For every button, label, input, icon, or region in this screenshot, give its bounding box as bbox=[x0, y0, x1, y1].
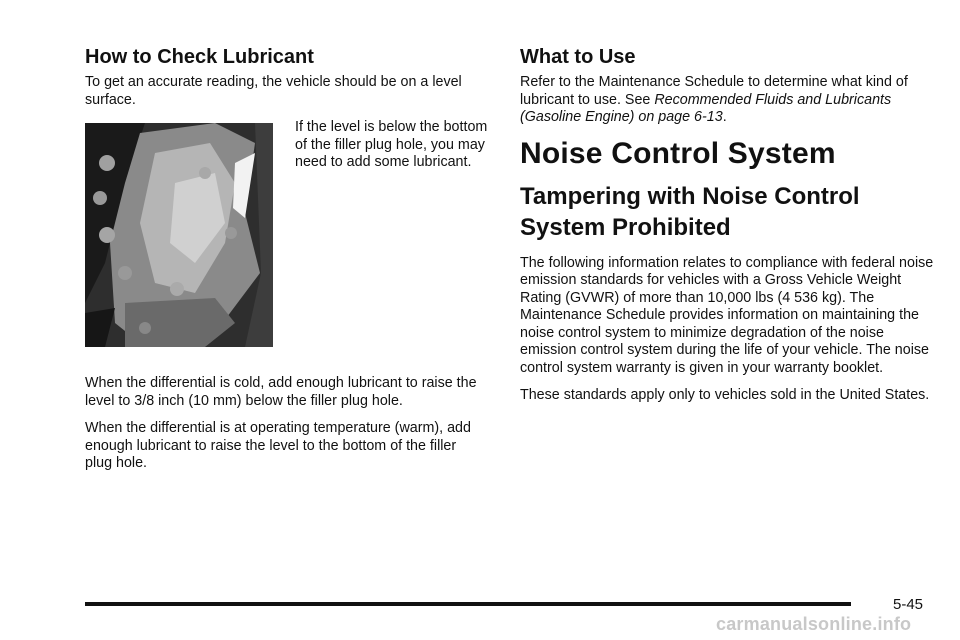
intro-paragraph: To get an accurate reading, the vehicle should be on a level surface. bbox=[85, 74, 462, 108]
footer-rule bbox=[85, 602, 851, 606]
left-column bbox=[85, 46, 488, 483]
subsection-title: Tampering with Noise Control System Prohibited bbox=[520, 182, 860, 241]
differential-image bbox=[85, 123, 273, 347]
section-title: Noise Control System bbox=[520, 136, 836, 170]
figure-row bbox=[85, 119, 488, 359]
figure-caption: If the level is below the bottom of the filler plug hole, you may need to add some lubricant. bbox=[295, 119, 488, 170]
paragraph-warm: When the differential is at operating temperature (warm), add enough lubricant to raise the level to the bottom of the filler plug hole. bbox=[85, 420, 471, 471]
page-number: 5-45 bbox=[893, 596, 924, 613]
right-column bbox=[520, 46, 935, 415]
heading-how-to-check-lubricant: How to Check Lubricant bbox=[85, 46, 314, 68]
paragraph-compliance: The following information relates to compliance with federal noise emission standards for vehicles with a Gross Vehicle Weight Rating (GVWR) of more than 10,000 lbs (4 536 kg). The Maintenance Schedule provides information on maintaining the noise control system to minimize degradation of the noise emission control system during the life of your vehicle. The noise control system warranty is given in your warranty booklet. bbox=[520, 254, 934, 376]
watermark: carmanualsonline.info bbox=[716, 614, 912, 634]
heading-what-to-use: What to Use bbox=[520, 46, 636, 68]
paragraph-standards: These standards apply only to vehicles sold in the United States. bbox=[520, 387, 930, 403]
use-text: Refer to the Maintenance Schedule to determine what kind of lubricant to use. See bbox=[520, 74, 908, 108]
paragraph-cold: When the differential is cold, add enough lubricant to raise the level to 3/8 inch (10 mm) below the filler plug hole. bbox=[85, 375, 477, 409]
differential-photo bbox=[85, 123, 273, 347]
use-text-end: . bbox=[722, 109, 727, 125]
cross-reference-link: Recommended Fluids and Lubricants (Gasoline Engine) on page 6-13 bbox=[520, 91, 892, 125]
use-paragraph bbox=[520, 74, 935, 127]
